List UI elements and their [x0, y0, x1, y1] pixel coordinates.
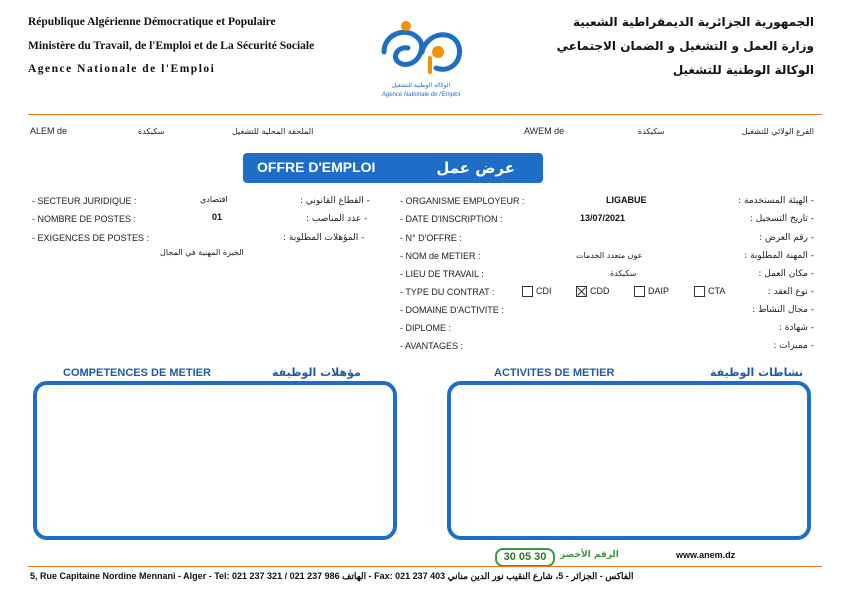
field-date-ar: - تاريخ التسجيل : [749, 214, 814, 224]
field-secteur-ar: - القطاع القانوني : [300, 196, 370, 206]
field-domaine-ar: - مجال النشاط : [752, 305, 814, 315]
alem-value: سكيكدة [138, 127, 165, 136]
contract-daip-checkbox[interactable] [634, 286, 645, 297]
activites-title-fr: ACTIVITES DE METIER [494, 367, 615, 379]
field-domaine-fr: - DOMAINE D'ACTIVITE : [400, 305, 504, 315]
field-lieu-fr: - LIEU DE TRAVAIL : [400, 269, 484, 279]
field-contrat-ar: - نوع العقد : [767, 287, 814, 297]
alem-ar-label: الملحقة المحلية للتشغيل [232, 127, 314, 136]
website-link[interactable]: www.anem.dz [676, 550, 736, 560]
field-metier-ar: - المهنة المطلوبة : [744, 251, 814, 261]
header-ar-line3: الوكالة الوطنية للتشغيل [672, 63, 814, 77]
contract-cdi-label: CDI [536, 286, 552, 296]
awem-ar-label: الفرع الولائي للتشغيل [741, 127, 814, 136]
field-postes-fr: - NOMBRE DE POSTES : [32, 214, 137, 224]
field-organisme-value: LIGABUE [606, 195, 647, 205]
awem-label: AWEM de [524, 126, 565, 136]
green-number-label: الرقم الأخضر [560, 550, 619, 560]
field-metier-fr: - NOM de METIER : [400, 251, 481, 261]
contract-cdi-checkbox[interactable] [522, 286, 533, 297]
field-organisme-fr: - ORGANISME EMPLOYEUR : [400, 196, 525, 206]
competences-title-fr: COMPETENCES DE METIER [63, 367, 211, 379]
green-number-badge: 30 05 30 [495, 548, 555, 567]
contract-option-cdi[interactable] [522, 286, 552, 297]
logo-ar-text: الوكالة الوطنية للتشغيل [391, 82, 451, 89]
field-secteur-value: اقتصادي [200, 195, 228, 204]
field-postes-value: 01 [212, 212, 223, 222]
footer-divider [28, 566, 822, 567]
contract-cta-checkbox[interactable] [694, 286, 705, 297]
alem-label: ALEM de [30, 126, 68, 136]
field-secteur-fr: - SECTEUR JURIDIQUE : [32, 196, 137, 206]
contract-option-daip[interactable] [634, 286, 669, 297]
field-exigences-fr: - EXIGENCES DE POSTES : [32, 233, 150, 243]
field-offre-ar: - رقم العرض : [759, 233, 814, 243]
logo-fr-text: Agence Nationale de l'Emploi [381, 92, 461, 98]
offer-title-bar [243, 153, 543, 183]
activites-box[interactable] [447, 381, 811, 540]
contract-daip-label: DAIP [648, 286, 670, 296]
activites-title-ar: نشاطات الوظيفة [710, 366, 804, 379]
competences-title-ar: مؤهلات الوظيفة [272, 366, 361, 379]
field-date-fr: - DATE D'INSCRIPTION : [400, 214, 503, 224]
offer-title-fr: OFFRE D'EMPLOI [257, 159, 376, 175]
field-contrat-fr: - TYPE DU CONTRAT : [400, 287, 495, 297]
field-organisme-ar: - الهيئة المستخدمة : [738, 196, 814, 206]
header-fr-line3: Agence Nationale de l'Emploi [28, 63, 216, 75]
field-diplome-fr: - DIPLOME : [400, 323, 452, 333]
contract-option-cta[interactable] [694, 286, 725, 297]
header-fr-line2: Ministère du Travail, de l'Emploi et de La Sécurité Sociale [28, 40, 315, 52]
offer-title-ar: عرض عمل [436, 159, 515, 177]
awem-value: سكيكدة [638, 127, 665, 136]
field-lieu-value: سكيكدة [610, 269, 637, 278]
field-date-value: 13/07/2021 [580, 213, 626, 223]
contract-option-cdd[interactable] [576, 286, 610, 297]
contract-cdd-label: CDD [590, 286, 610, 296]
anem-logo-icon [366, 12, 476, 84]
footer-address: 5, Rue Capitaine Nordine Mennani - Alger - Tel: 021 237 321 / 021 237 986 الهاتف - Fax: 021 237 403 الفاكس - الجزائر - 5، شارع النقيب نور الدين مناني [30, 571, 634, 581]
header-ar-line1: الجمهورية الجزائرية الديمقراطية الشعبية [572, 15, 814, 29]
field-lieu-ar: - مكان العمل : [758, 269, 814, 279]
competences-box[interactable] [33, 381, 397, 540]
field-diplome-ar: - شهادة : [778, 323, 814, 333]
header-ar-line2: وزارة العمل و التشغيل و الضمان الاجتماعي [556, 39, 814, 53]
anem-logo [366, 12, 476, 104]
field-exigences-ar: - المؤهلات المطلوبة : [283, 233, 365, 243]
contract-cta-label: CTA [708, 286, 726, 296]
field-avantages-fr: - AVANTAGES : [400, 341, 464, 351]
contract-cdd-checkbox[interactable] [576, 286, 587, 297]
header-divider [28, 114, 822, 115]
field-exigences-value: الخبرة المهنية في المجال [160, 248, 244, 257]
field-metier-value: عون متعدد الخدمات [576, 251, 643, 260]
field-avantages-ar: - مميزات : [773, 341, 814, 351]
field-postes-ar: - عدد المناصب : [306, 214, 368, 224]
field-offre-fr: - N° D'OFFRE : [400, 233, 462, 243]
header-fr-line1: République Algérienne Démocratique et Populaire [28, 16, 276, 28]
